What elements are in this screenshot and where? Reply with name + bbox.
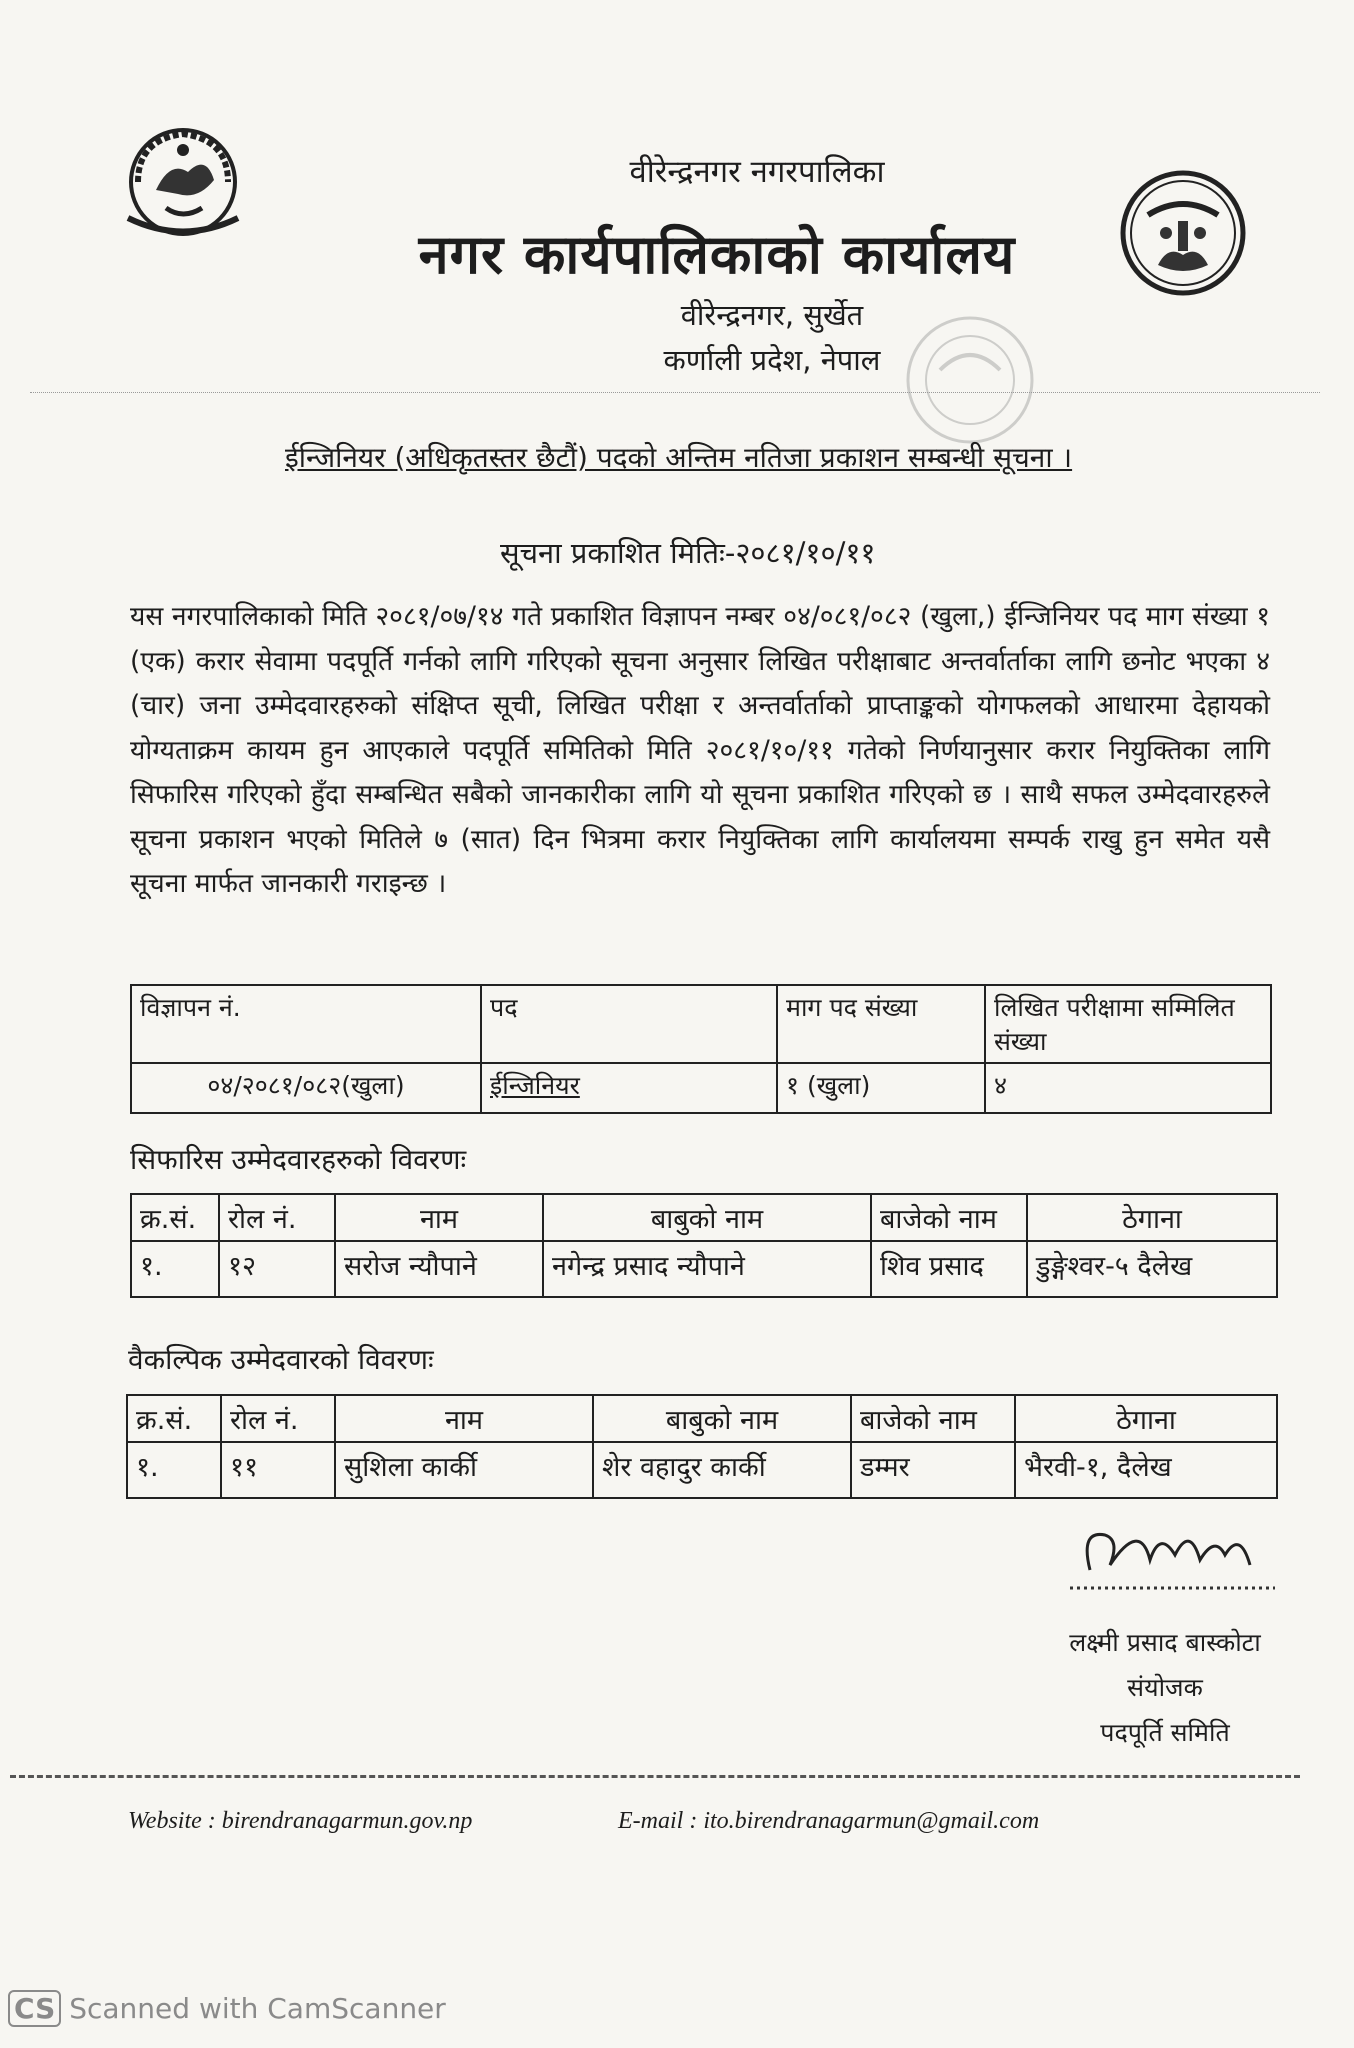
table-header-cell: क्र.सं. xyxy=(127,1395,221,1442)
table-row xyxy=(131,1241,1277,1297)
table-cell: ०४/२०८१/०८२(खुला) xyxy=(131,1063,481,1113)
table-cell: डम्मर xyxy=(851,1442,1015,1498)
table-cell: ईन्जिनियर xyxy=(481,1063,777,1113)
office-stamp xyxy=(885,300,1055,460)
table-header-cell: माग पद संख्या xyxy=(777,985,985,1063)
camscanner-text: Scanned with CamScanner xyxy=(69,1992,446,2025)
table-cell: भैरवी-१, दैलेख xyxy=(1015,1442,1277,1498)
table-header-cell: पद xyxy=(481,985,777,1063)
table-cell: सरोज न्यौपाने xyxy=(335,1241,543,1297)
footer-website: Website : birendranagarmun.gov.np xyxy=(128,1808,473,1834)
handwritten-signature xyxy=(1050,1510,1280,1600)
table-cell: १. xyxy=(131,1241,219,1297)
table-cell: ११ xyxy=(221,1442,335,1498)
table-header-cell: विज्ञापन नं. xyxy=(131,985,481,1063)
signatory-committee: पदपूर्ति समिति xyxy=(1100,1718,1230,1747)
table-header-row xyxy=(127,1395,1277,1442)
municipality-name: वीरेन्द्रनगर नगरपालिका xyxy=(629,154,885,190)
signatory-block xyxy=(1040,1620,1290,1755)
footer-email: E-mail : ito.birendranagarmun@gmail.com xyxy=(618,1808,1040,1834)
recommended-label: सिफारिस उम्मेदवारहरुको विवरणः xyxy=(130,1143,467,1176)
table-header-row xyxy=(131,985,1271,1063)
table-cell: नगेन्द्र प्रसाद न्यौपाने xyxy=(543,1241,871,1297)
table-header-cell: क्र.सं. xyxy=(131,1194,219,1241)
address-line-2: कर्णाली प्रदेश, नेपाल xyxy=(663,343,881,377)
recommended-table xyxy=(130,1193,1278,1298)
table-header-cell: लिखित परीक्षामा सम्मिलित संख्या xyxy=(985,985,1271,1063)
table-cell: शिव प्रसाद xyxy=(871,1241,1027,1297)
table-header-cell: नाम xyxy=(335,1194,543,1241)
footer-divider xyxy=(10,1775,1300,1778)
table-header-cell: बाजेको नाम xyxy=(851,1395,1015,1442)
table-header-cell: ठेगाना xyxy=(1015,1395,1277,1442)
vacancy-table xyxy=(130,984,1272,1114)
table-cell: डुङ्गेश्वर-५ दैलेख xyxy=(1027,1241,1277,1297)
table-header-cell: नाम xyxy=(335,1395,593,1442)
table-cell: १. xyxy=(127,1442,221,1498)
alternate-table xyxy=(126,1394,1278,1499)
published-date: सूचना प्रकाशित मितिः-२०८१/१०/११ xyxy=(500,536,876,570)
table-cell: शेर वहादुर कार्की xyxy=(593,1442,851,1498)
table-header-cell: रोल नं. xyxy=(221,1395,335,1442)
table-header-cell: बाजेको नाम xyxy=(871,1194,1027,1241)
header-divider xyxy=(30,392,1320,393)
table-header-cell: ठेगाना xyxy=(1027,1194,1277,1241)
table-cell: सुशिला कार्की xyxy=(335,1442,593,1498)
table-row xyxy=(127,1442,1277,1498)
notice-body: यस नगरपालिकाको मिति २०८१/०७/१४ गते प्रकाशित विज्ञापन नम्बर ०४/०८१/०८२ (खुला,) ईन्जिनियर पद माग संख्या १ (एक) करार सेवामा पदपूर्ति गर्नको लागि गरिएको सूचना अनुसार लिखित परीक्षाबाट अन्तर्वार्ताका लागि छनोट भएका ४ (चार) जना उम्मेदवारहरुको संक्षिप्त सूची, लिखित परीक्षा र अन्तर्वार्ताको प्राप्ताङ्कको योगफलको आधारमा देहायको योग्यताक्रम कायम हुन आएकाले पदपूर्ति समितिको मिति २०८१/१०/११ गतेको निर्णयानुसार करार नियुक्तिका लागि सिफारिस गरिएको हुँदा सम्बन्धित सबैको जानकारीका लागि यो सूचना प्रकाशित गरिएको छ । साथै सफल उम्मेदवारहरुले सूचना प्रकाशन भएको मितिले ७ (सात) दिन भित्रमा करार नियुक्तिका लागि कार्यालयमा सम्पर्क राखु हुन समेत यसै सूचना मार्फत जानकारी गराइन्छ । xyxy=(130,601,1270,899)
table-row xyxy=(131,1063,1271,1113)
signatory-title: संयोजक xyxy=(1127,1673,1203,1702)
camscanner-watermark xyxy=(8,1990,446,2027)
table-cell: १२ xyxy=(219,1241,335,1297)
table-header-row xyxy=(131,1194,1277,1241)
table-cell: ४ xyxy=(985,1063,1271,1113)
signatory-name: लक्ष्मी प्रसाद बास्कोटा xyxy=(1069,1628,1261,1657)
address-line-1: वीरेन्द्रनगर, सुर्खेत xyxy=(680,298,864,332)
table-header-cell: बाबुको नाम xyxy=(543,1194,871,1241)
table-cell: १ (खुला) xyxy=(777,1063,985,1113)
municipality-logo xyxy=(1118,165,1248,305)
table-header-cell: रोल नं. xyxy=(219,1194,335,1241)
table-header-cell: बाबुको नाम xyxy=(593,1395,851,1442)
alternate-label: वैकल्पिक उम्मेदवारको विवरणः xyxy=(128,1343,434,1376)
notice-subject: ईन्जिनियर (अधिकृतस्तर छैटौं) पदको अन्तिम नतिजा प्रकाशन सम्बन्धी सूचना । xyxy=(285,441,1073,474)
office-title: नगर कार्यपालिकाको कार्यालय xyxy=(418,223,1016,286)
camscanner-badge: CS xyxy=(8,1990,61,2027)
